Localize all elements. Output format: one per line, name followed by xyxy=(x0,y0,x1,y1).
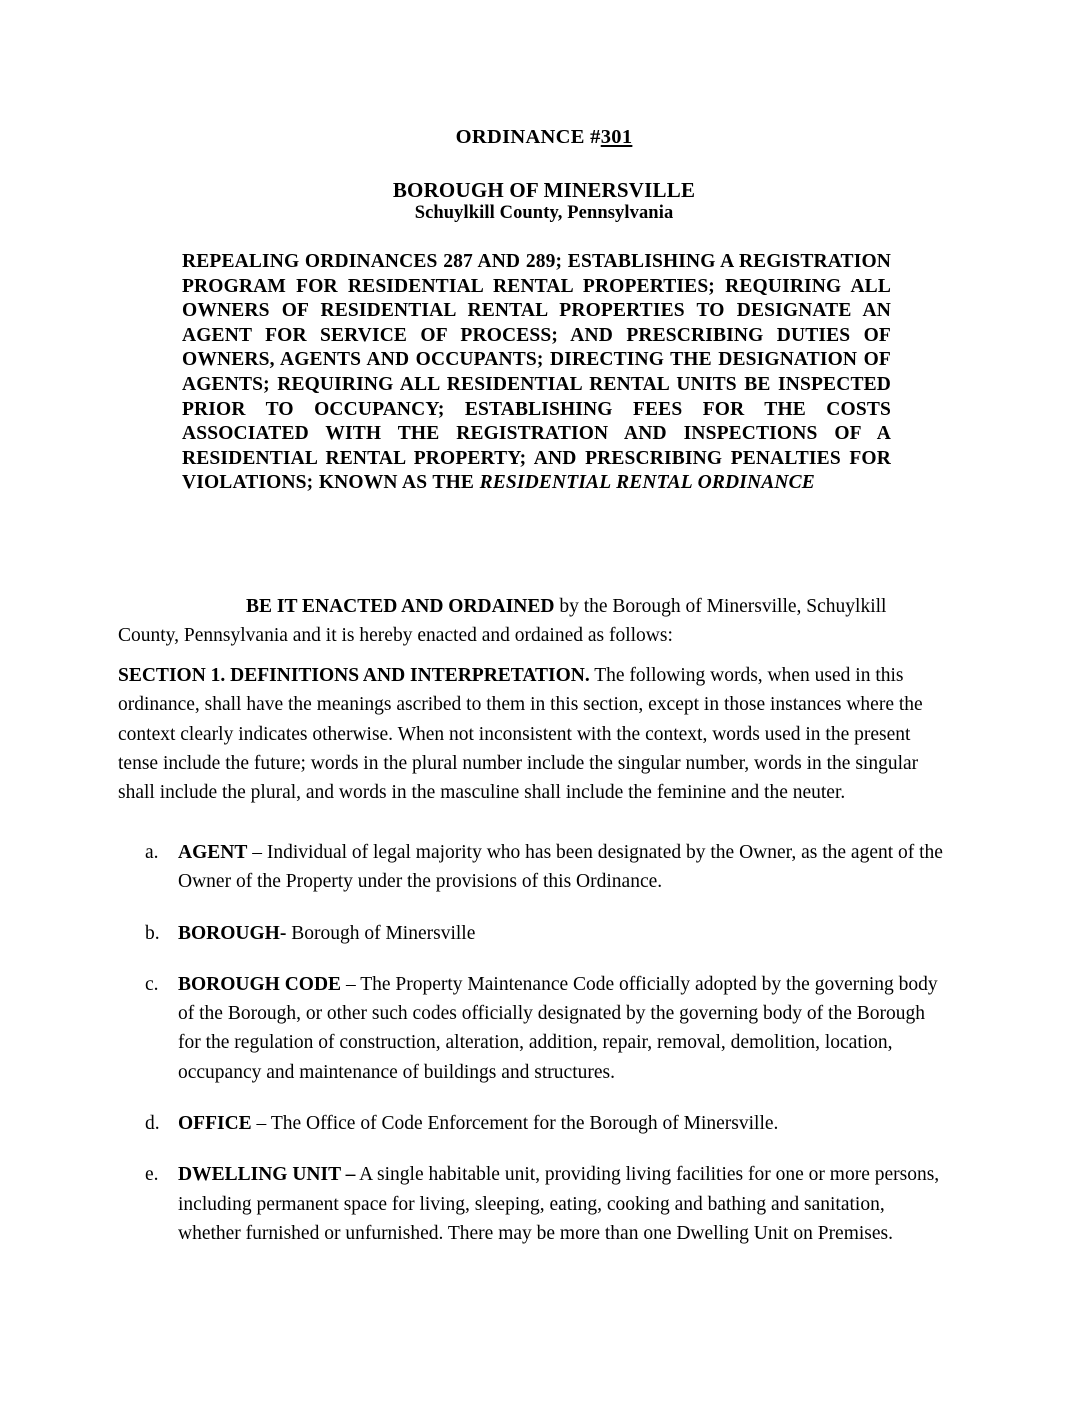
definition-text: – The Office of Code Enforcement for the Borough of Minersville. xyxy=(251,1113,779,1135)
list-item-marker: e. xyxy=(145,1164,159,1186)
definition-term: DWELLING UNIT – xyxy=(178,1164,356,1186)
list-item-marker: a. xyxy=(145,842,159,863)
ordinance-title-block xyxy=(182,250,891,496)
section-1-heading: SECTION 1. DEFINITIONS AND INTERPRETATION. xyxy=(118,665,590,686)
list-item xyxy=(118,838,950,897)
section-1-paragraph xyxy=(118,661,948,807)
definition-term: OFFICE xyxy=(178,1113,252,1135)
section-1-body: The following words, when used in this ordinance, shall have the meanings ascribed to them in this section, except in those instances where the context clearly indicates otherwise. When not inconsistent with the context, words used in the present tense include the future; words in the plural number include the singular number, words in the singular shall include the plural, and words in the masculine shall include the feminine and the neuter. xyxy=(118,665,923,804)
ordinance-title-text: REPEALING ORDINANCES 287 AND 289; ESTABLISHING A REGISTRATION PROGRAM FOR RESIDENTIAL RENTAL PROPERTIES; REQUIRING ALL OWNERS OF RESIDENTIAL RENTAL PROPERTIES TO DESIGNATE AN AGENT FOR SERVICE OF PROCESS; AND PRESCRIBING DUTIES OF OWNERS, AGENTS AND OCCUPANTS; DIRECTING THE DESIGNATION OF AGENTS; REQUIRING ALL RESIDENTIAL RENTAL UNITS BE INSPECTED PRIOR TO OCCUPANCY; ESTABLISHING FEES FOR THE COSTS ASSOCIATED WITH THE REGISTRATION AND INSPECTIONS OF A RESIDENTIAL RENTAL PROPERTY; AND PRESCRIBING PENALTIES FOR VIOLATIONS; KNOWN AS THE xyxy=(182,251,891,494)
county-heading: Schuylkill County, Pennsylvania xyxy=(414,203,674,223)
list-item-marker: b. xyxy=(145,922,160,944)
definition-text: – Individual of legal majority who has been designated by the Owner, as the agent of the Owner of the Property under the provisions of this Ordinance. xyxy=(178,842,943,893)
ordinance-heading xyxy=(0,126,1088,149)
enacting-clause-body: by the Borough of Minersville, Schuylkill County, Pennsylvania and it is hereby enacted and ordained as follows: xyxy=(118,596,887,646)
ordinance-title-short-name: RESIDENTIAL RENTAL ORDINANCE xyxy=(479,472,815,494)
ordinance-heading-prefix: ORDINANCE # xyxy=(455,126,601,148)
enacting-clause-lead: BE IT ENACTED AND ORDAINED xyxy=(246,596,555,617)
ordinance-number: 301 xyxy=(600,126,633,148)
borough-heading: BOROUGH OF MINERSVILLE xyxy=(392,178,696,202)
enacting-clause xyxy=(118,592,948,650)
list-item-marker: c. xyxy=(145,973,159,995)
list-item xyxy=(118,1160,950,1248)
definitions-list xyxy=(118,838,950,1270)
definition-text: Borough of Minersville xyxy=(286,922,476,944)
list-item xyxy=(118,970,950,1087)
list-item xyxy=(118,1109,950,1138)
definition-text: – The Property Maintenance Code officially adopted by the governing body of the Borough, or other such codes officially designated by the governing body of the Borough for the regulation of construction, alteration, addition, repair, removal, demolition, location, occupancy and maintenance of buildings and structures. xyxy=(178,973,938,1083)
definition-text: A single habitable unit, providing living facilities for one or more persons, including permanent space for living, sleeping, eating, cooking and bathing and sanitation, whether furnished or unfurnished. There may be more than one Dwelling Unit on Premises. xyxy=(178,1164,940,1244)
definition-term: AGENT xyxy=(178,842,248,863)
definition-term: BOROUGH- xyxy=(178,922,287,944)
list-item-marker: d. xyxy=(145,1113,160,1135)
definition-term: BOROUGH CODE xyxy=(178,973,342,995)
list-item xyxy=(118,919,950,948)
